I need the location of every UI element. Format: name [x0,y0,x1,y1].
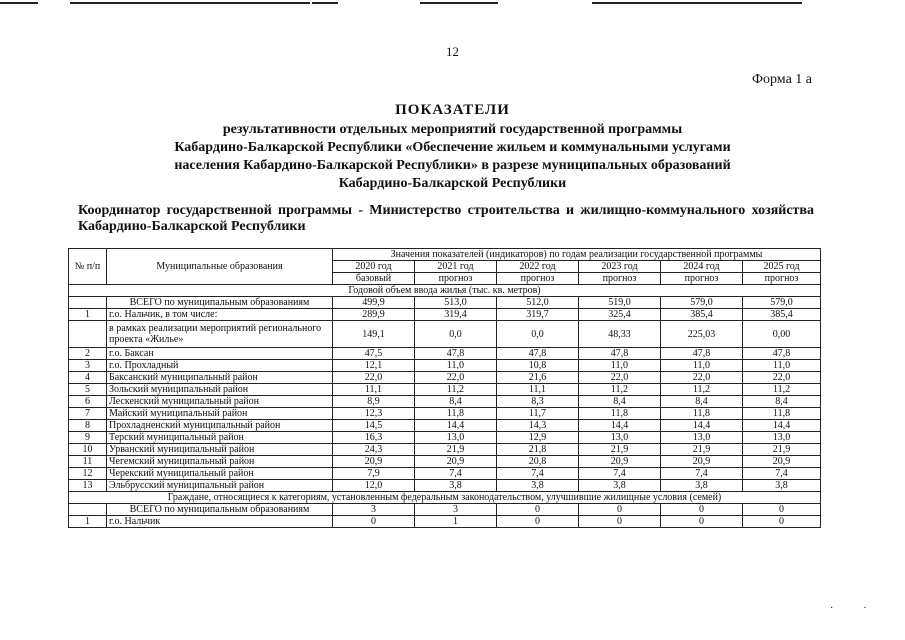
indicators-table [68,248,821,528]
value-cell: 7,9 [333,468,415,480]
value-cell: 385,4 [661,309,743,321]
year-type: прогноз [497,273,579,285]
value-cell: 13,0 [415,432,497,444]
municipality-name: г.о. Прохладный [107,360,333,372]
year-header: 2024 год [661,261,743,273]
header-group: Значения показателей (индикаторов) по годам реализации государственной программы [333,249,821,261]
value-cell: 14,4 [661,420,743,432]
value-cell: 3,8 [415,480,497,492]
value-cell: 20,9 [743,456,821,468]
row-num: 9 [69,432,107,444]
value-cell: 11,8 [579,408,661,420]
value-cell: 48,33 [579,321,661,348]
value-cell: 289,9 [333,309,415,321]
row-num [69,504,107,516]
row-num: 3 [69,360,107,372]
value-cell: 21,6 [497,372,579,384]
municipality-name: Баксанский муниципальный район [107,372,333,384]
municipality-name: в рамках реализации мероприятий регионального проекта «Жилье» [107,321,333,348]
year-type: прогноз [661,273,743,285]
page-number: 12 [446,44,459,59]
value-cell: 0 [661,516,743,528]
municipality-name: г.о. Нальчик, в том числе: [107,309,333,321]
value-cell: 11,0 [661,360,743,372]
value-cell: 47,8 [661,348,743,360]
value-cell: 10,8 [497,360,579,372]
value-cell: 11,8 [743,408,821,420]
municipality-name: ВСЕГО по муниципальным образованиям [107,297,333,309]
row-num: 1 [69,516,107,528]
row-num: 10 [69,444,107,456]
value-cell: 11,8 [661,408,743,420]
value-cell: 20,8 [497,456,579,468]
year-type: базовый [333,273,415,285]
value-cell: 579,0 [661,297,743,309]
row-num: 8 [69,420,107,432]
value-cell: 7,4 [743,468,821,480]
value-cell: 225,03 [661,321,743,348]
municipality-name: г.о. Нальчик [107,516,333,528]
table-row [69,480,821,492]
value-cell: 385,4 [743,309,821,321]
form-label: Форма 1 а [751,72,812,87]
value-cell: 14,4 [415,420,497,432]
value-cell: 14,4 [743,420,821,432]
value-cell: 13,0 [579,432,661,444]
value-cell: 24,3 [333,444,415,456]
value-cell: 21,9 [661,444,743,456]
year-header: 2023 год [579,261,661,273]
year-header: 2021 год [415,261,497,273]
value-cell: 47,8 [415,348,497,360]
value-cell: 22,0 [579,372,661,384]
value-cell: 11,0 [579,360,661,372]
scan-artifact-line [0,2,38,4]
value-cell: 0 [579,504,661,516]
value-cell: 11,0 [743,360,821,372]
row-num: 13 [69,480,107,492]
value-cell: 3 [415,504,497,516]
value-cell: 12,9 [497,432,579,444]
value-cell: 8,4 [743,396,821,408]
table-row [69,309,821,321]
value-cell: 7,4 [661,468,743,480]
value-cell: 11,1 [497,384,579,396]
value-cell: 319,4 [415,309,497,321]
value-cell: 13,0 [743,432,821,444]
scan-artifact-line [420,2,498,4]
row-num [69,321,107,348]
row-num: 2 [69,348,107,360]
value-cell: 7,4 [579,468,661,480]
value-cell: 7,4 [497,468,579,480]
header-num: № п/п [69,249,107,285]
scan-specks: ·· [830,603,897,614]
table-row [69,348,821,360]
value-cell: 0,00 [743,321,821,348]
value-cell: 519,0 [579,297,661,309]
table-row [69,297,821,309]
value-cell: 7,4 [415,468,497,480]
value-cell: 0 [661,504,743,516]
table-row [69,321,821,348]
row-num: 11 [69,456,107,468]
value-cell: 149,1 [333,321,415,348]
value-cell: 11,0 [415,360,497,372]
value-cell: 16,3 [333,432,415,444]
value-cell: 3,8 [497,480,579,492]
value-cell: 8,4 [661,396,743,408]
municipality-name: Чегемский муниципальный район [107,456,333,468]
section-title: Годовой объем ввода жилья (тыс. кв. метров) [69,285,821,297]
value-cell: 22,0 [743,372,821,384]
row-num [69,297,107,309]
value-cell: 11,8 [415,408,497,420]
value-cell: 47,5 [333,348,415,360]
table-row [69,384,821,396]
municipality-name: Терский муниципальный район [107,432,333,444]
value-cell: 11,1 [333,384,415,396]
value-cell: 0 [743,516,821,528]
value-cell: 21,9 [415,444,497,456]
municipality-name: Лескенский муниципальный район [107,396,333,408]
value-cell: 47,8 [743,348,821,360]
value-cell: 21,8 [497,444,579,456]
value-cell: 13,0 [661,432,743,444]
value-cell: 579,0 [743,297,821,309]
value-cell: 0,0 [497,321,579,348]
row-num: 7 [69,408,107,420]
year-header: 2022 год [497,261,579,273]
value-cell: 8,3 [497,396,579,408]
value-cell: 12,3 [333,408,415,420]
value-cell: 11,2 [579,384,661,396]
municipality-name: Зольский муниципальный район [107,384,333,396]
value-cell: 21,9 [579,444,661,456]
municipality-name: Эльбрусский муниципальный район [107,480,333,492]
value-cell: 0 [743,504,821,516]
header-municipal: Муниципальные образования [107,249,333,285]
value-cell: 0 [333,516,415,528]
value-cell: 14,4 [579,420,661,432]
municipality-name: ВСЕГО по муниципальным образованиям [107,504,333,516]
value-cell: 325,4 [579,309,661,321]
value-cell: 512,0 [497,297,579,309]
scan-artifact-line [592,2,802,4]
year-header: 2020 год [333,261,415,273]
value-cell: 0,0 [415,321,497,348]
municipality-name: Майский муниципальный район [107,408,333,420]
value-cell: 3,8 [743,480,821,492]
table-row [69,360,821,372]
table-row [69,396,821,408]
value-cell: 12,0 [333,480,415,492]
municipality-name: Черекский муниципальный район [107,468,333,480]
scan-artifact-line [70,2,310,4]
value-cell: 8,4 [579,396,661,408]
coordinator-text: Координатор государственной программы - Министерство строительства и жилищно-коммунального хозяйства Кабардино-Балкарской Республики [78,203,814,234]
table-row [69,456,821,468]
table-row [69,408,821,420]
value-cell: 3,8 [579,480,661,492]
value-cell: 0 [497,516,579,528]
value-cell: 12,1 [333,360,415,372]
value-cell: 22,0 [661,372,743,384]
value-cell: 20,9 [661,456,743,468]
table-row [69,420,821,432]
row-num: 1 [69,309,107,321]
value-cell: 11,2 [415,384,497,396]
value-cell: 319,7 [497,309,579,321]
value-cell: 0 [579,516,661,528]
row-num: 6 [69,396,107,408]
municipality-name: г.о. Баксан [107,348,333,360]
year-type: прогноз [743,273,821,285]
table-row [69,432,821,444]
value-cell: 47,8 [579,348,661,360]
municipality-name: Урванский муниципальный район [107,444,333,456]
section-title: Граждане, относящиеся к категориям, установленным федеральным законодательством, улучшившие жилищные условия (семей) [69,492,821,504]
subtitle-line: результативности отдельных мероприятий государственной программы [222,122,683,137]
row-num: 5 [69,384,107,396]
value-cell: 14,5 [333,420,415,432]
table-row [69,372,821,384]
value-cell: 0 [497,504,579,516]
table-row [69,504,821,516]
year-type: прогноз [415,273,497,285]
subtitle-line: Кабардино-Балкарской Республики «Обеспечение жильем и коммунальными услугами [174,140,731,155]
value-cell: 8,9 [333,396,415,408]
row-num: 4 [69,372,107,384]
value-cell: 499,9 [333,297,415,309]
year-header: 2025 год [743,261,821,273]
document-title: ПОКАЗАТЕЛИ [395,102,510,118]
value-cell: 11,2 [743,384,821,396]
document-heading [0,102,905,193]
header-row [69,249,821,261]
table-row [69,444,821,456]
value-cell: 11,7 [497,408,579,420]
value-cell: 1 [415,516,497,528]
value-cell: 20,9 [579,456,661,468]
municipality-name: Прохладненский муниципальный район [107,420,333,432]
section-row [69,285,821,297]
value-cell: 14,3 [497,420,579,432]
value-cell: 513,0 [415,297,497,309]
scan-artifact-line [312,2,338,4]
value-cell: 20,9 [333,456,415,468]
row-num: 12 [69,468,107,480]
year-type: прогноз [579,273,661,285]
table-row [69,468,821,480]
subtitle-line: Кабардино-Балкарской Республики [338,176,567,191]
table-row [69,516,821,528]
value-cell: 20,9 [415,456,497,468]
value-cell: 22,0 [333,372,415,384]
value-cell: 21,9 [743,444,821,456]
value-cell: 47,8 [497,348,579,360]
value-cell: 3 [333,504,415,516]
value-cell: 11,2 [661,384,743,396]
value-cell: 3,8 [661,480,743,492]
value-cell: 8,4 [415,396,497,408]
value-cell: 22,0 [415,372,497,384]
subtitle-line: населения Кабардино-Балкарской Республики» в разрезе муниципальных образований [174,158,731,173]
section-row [69,492,821,504]
